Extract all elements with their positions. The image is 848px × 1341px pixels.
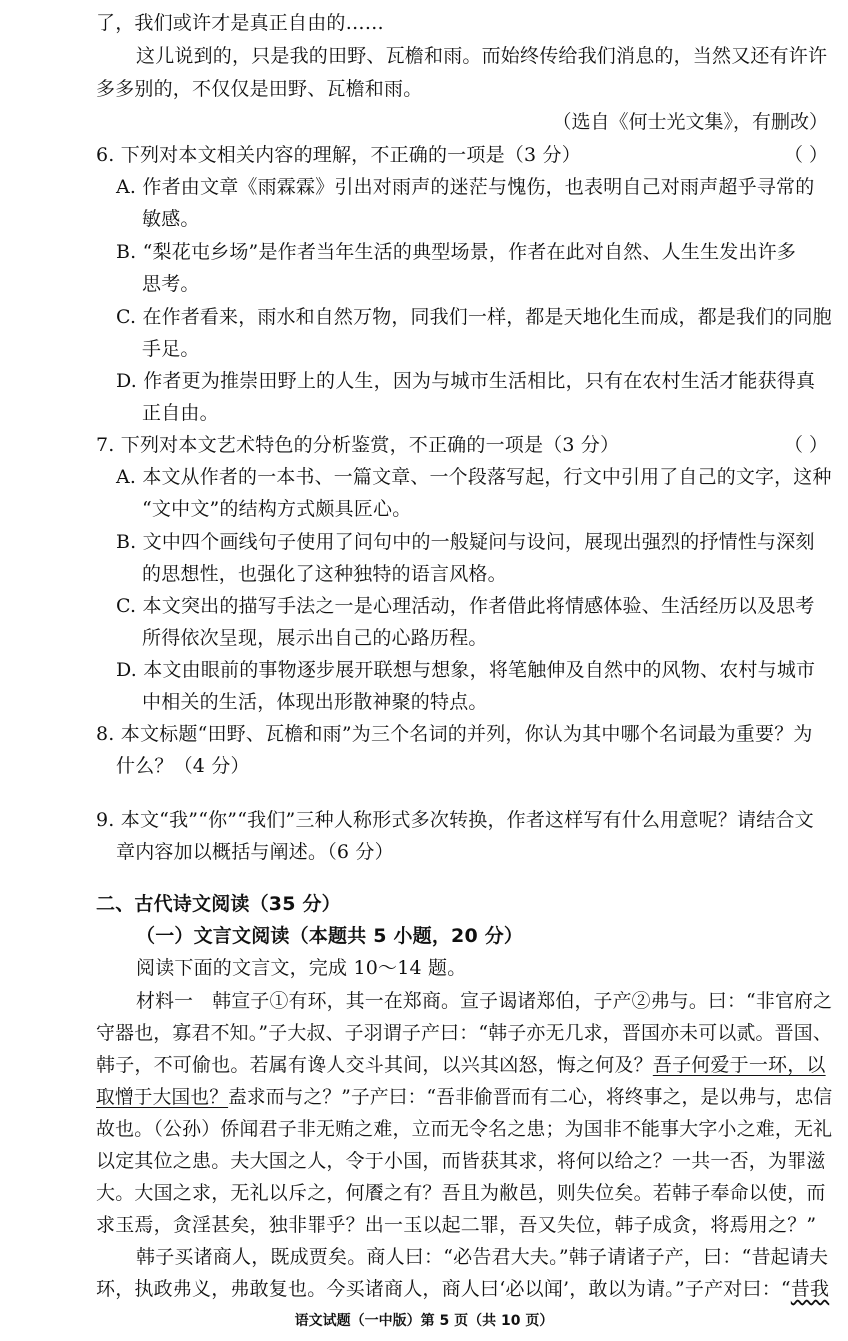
classical-text-line: 求玉焉，贪淫甚矣，独非罪乎？出一玉以起二罪，吾又失位，韩子成贪，将焉用之？”: [96, 1214, 817, 1236]
section-title: 二、古代诗文阅读（35 分）: [96, 893, 341, 915]
page-footer: 语文试题（一中版）第 5 页（共 10 页）: [294, 1313, 554, 1329]
answer-bracket: （ ）: [783, 434, 828, 456]
text-segment: 环，执政弗义，弗敢复也。今买诸商人，商人曰‘必以闻’，敢以为请。”子产对曰：“: [96, 1278, 791, 1300]
question-8-cont: 什么？（4 分）: [116, 755, 250, 777]
subsection-title: （一）文言文阅读（本题共 5 小题，20 分）: [136, 925, 524, 947]
option-b: B. “梨花屯乡场”是作者当年生活的典型场景，作者在此对自然、人生生发出许多: [116, 241, 797, 263]
text-segment: 盍求而与之？”子产曰：“吾非偷晋而有二心，将终事之，是以弗与，忠信: [228, 1086, 833, 1108]
underlined-sentence: 取憎于大国也？: [96, 1086, 229, 1108]
option-c-cont: 手足。: [142, 338, 200, 360]
classical-text-line: 韩子买诸商人，既成贾矣。商人曰：“必告君大夫。”韩子请诸子产，曰：“昔起请夫: [136, 1246, 829, 1268]
question-9: 9. 本文“我”“你”“我们”三种人称形式多次转换，作者这样写有什么用意呢？请结合文: [96, 809, 814, 831]
classical-text-line: [96, 1277, 829, 1301]
classical-text-line: 材料一 韩宣子①有环，其一在郑商。宣子谒诸郑伯，子产②弗与。曰：“非官府之: [136, 990, 833, 1012]
wavy-underlined-text: 昔我: [790, 1278, 830, 1300]
passage-line: 了，我们或许才是真正自由的……: [96, 12, 385, 34]
passage-line: 多多别的，不仅仅是田野、瓦檐和雨。: [96, 78, 423, 100]
question-9-cont: 章内容加以概括与阐述。（6 分）: [116, 841, 394, 863]
option-d: D. 本文由眼前的事物逐步展开联想与想象，将笔触伸及自然中的风物、农村与城市: [116, 659, 816, 681]
text-segment: 韩子，不可偷也。若属有谗人交斗其间，以兴其凶怒，悔之何及？: [96, 1054, 653, 1076]
option-a: A. 作者由文章《雨霖霖》引出对雨声的迷茫与愧伤，也表明自己对雨声超乎寻常的: [116, 176, 815, 198]
option-b-cont: 的思想性，也强化了这种独特的语言风格。: [142, 563, 507, 585]
option-a-cont: “文中文”的结构方式颇具匠心。: [142, 498, 412, 520]
classical-text-line: [96, 1053, 826, 1077]
question-7-stem: 7. 下列对本文艺术特色的分析鉴赏，不正确的一项是（3 分）: [96, 434, 620, 456]
option-c: C. 本文突出的描写手法之一是心理活动，作者借此将情感体验、生活经历以及思考: [116, 595, 815, 617]
passage-line: 这儿说到的，只是我的田野、瓦檐和雨。而始终传给我们消息的，当然又还有许许: [136, 45, 828, 67]
option-b-cont: 思考。: [142, 273, 200, 295]
instruction-text: 阅读下面的文言文，完成 10～14 题。: [136, 957, 467, 979]
option-d: D. 作者更为推崇田野上的人生，因为与城市生活相比，只有在农村生活才能获得真: [116, 370, 816, 392]
question-6-stem: 6. 下列对本文相关内容的理解，不正确的一项是（3 分）: [96, 144, 581, 166]
question-8: 8. 本文标题“田野、瓦檐和雨”为三个名词的并列，你认为其中哪个名词最为重要？为: [96, 723, 813, 745]
answer-bracket: （ ）: [783, 144, 828, 166]
classical-text-line: 大。大国之求，无礼以斥之，何餍之有？吾且为敝邑，则失位矣。若韩子奉命以使，而: [96, 1182, 826, 1204]
underlined-sentence: 吾子何爱于一环，以: [652, 1054, 826, 1076]
option-a-cont: 敏感。: [142, 208, 200, 230]
option-c: C. 在作者看来，雨水和自然万物，同我们一样，都是天地化生而成，都是我们的同胞: [116, 306, 832, 328]
option-b: B. 文中四个画线句子使用了问句中的一般疑问与设问，展现出强烈的抒情性与深刻: [116, 531, 815, 553]
classical-text-line: [96, 1085, 832, 1109]
option-a: A. 本文从作者的一本书、一篇文章、一个段落写起，行文中引用了自己的文字，这种: [116, 466, 832, 488]
classical-text-line: 守器也，寡君不知。”子大叔、子羽谓子产曰：“韩子亦无几求，晋国亦未可以贰。晋国、: [96, 1022, 832, 1044]
classical-text-line: 以定其位之患。夫大国之人，令于小国，而皆获其求，将何以给之？一共一否，为罪滋: [96, 1150, 826, 1172]
option-d-cont: 中相关的生活，体现出形散神聚的特点。: [142, 691, 488, 713]
source-citation: （选自《何士光文集》，有删改）: [552, 111, 828, 133]
option-d-cont: 正自由。: [142, 402, 219, 424]
option-c-cont: 所得依次呈现，展示出自己的心路历程。: [142, 627, 488, 649]
classical-text-line: 故也。（公孙）侨闻君子非无贿之难，立而无令名之患；为国非不能事大字小之难，无礼: [96, 1118, 833, 1140]
